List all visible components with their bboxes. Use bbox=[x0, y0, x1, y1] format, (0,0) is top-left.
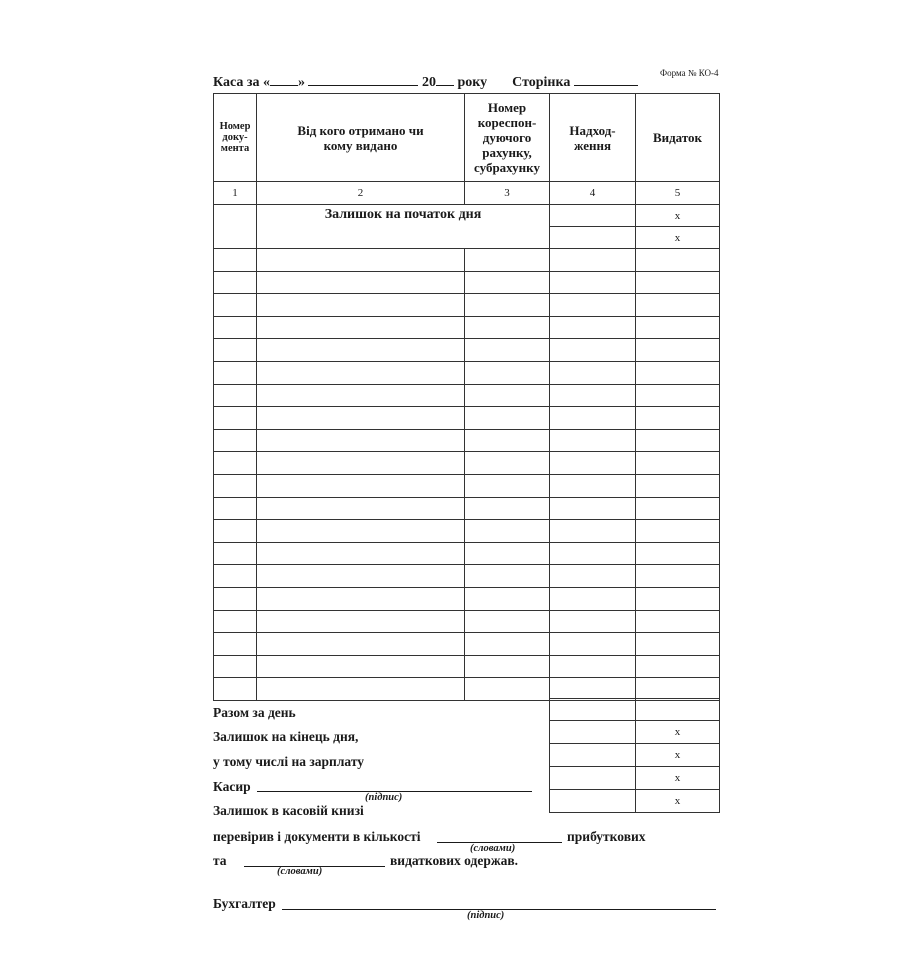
table-cell[interactable] bbox=[550, 474, 636, 497]
table-cell[interactable] bbox=[465, 294, 550, 317]
table-cell[interactable] bbox=[636, 678, 720, 701]
table-cell[interactable] bbox=[465, 633, 550, 656]
opening-income-cell[interactable] bbox=[550, 205, 636, 227]
cashier-income-cell[interactable] bbox=[550, 767, 636, 790]
table-cell[interactable] bbox=[465, 249, 550, 272]
table-cell[interactable] bbox=[465, 271, 550, 294]
table-cell[interactable] bbox=[550, 610, 636, 633]
book-income-cell[interactable] bbox=[550, 790, 636, 813]
table-cell[interactable] bbox=[257, 633, 465, 656]
total-day-label: Разом за день bbox=[213, 705, 296, 720]
col-number-2: 2 bbox=[257, 182, 465, 205]
table-cell[interactable] bbox=[465, 542, 550, 565]
table-cell[interactable] bbox=[636, 452, 720, 475]
table-cell[interactable] bbox=[465, 565, 550, 588]
col-number-5: 5 bbox=[636, 182, 720, 205]
totals-table bbox=[549, 698, 720, 813]
income-words-hint: (словами) bbox=[470, 843, 516, 854]
table-cell[interactable] bbox=[257, 474, 465, 497]
table-cell[interactable] bbox=[257, 339, 465, 362]
table-cell[interactable] bbox=[214, 249, 257, 272]
table-cell[interactable] bbox=[257, 316, 465, 339]
cashbook-balance-label: Залишок в касовій книзі bbox=[213, 803, 364, 818]
table-cell[interactable] bbox=[550, 587, 636, 610]
table-cell[interactable] bbox=[465, 429, 550, 452]
table-cell[interactable] bbox=[214, 452, 257, 475]
table-cell[interactable] bbox=[550, 678, 636, 701]
month-blank[interactable] bbox=[308, 73, 418, 86]
table-cell[interactable] bbox=[636, 339, 720, 362]
closing-income-cell[interactable] bbox=[550, 721, 636, 744]
table-row bbox=[214, 407, 720, 430]
table-cell[interactable] bbox=[550, 452, 636, 475]
table-row bbox=[214, 633, 720, 656]
salary-x: х bbox=[636, 744, 720, 767]
table-cell[interactable] bbox=[214, 294, 257, 317]
table-cell[interactable] bbox=[465, 655, 550, 678]
income-word: прибуткових bbox=[567, 829, 646, 844]
col-account: Номер кореспон- дуючого рахунку, субрахунку bbox=[465, 94, 550, 182]
table-cell[interactable] bbox=[465, 474, 550, 497]
table-cell[interactable] bbox=[257, 587, 465, 610]
expense-received-label: видаткових одержав. bbox=[390, 853, 519, 868]
table-cell[interactable] bbox=[550, 271, 636, 294]
entry-rows bbox=[214, 249, 720, 701]
col-number-1: 1 bbox=[214, 182, 257, 205]
table-cell[interactable] bbox=[214, 271, 257, 294]
table-cell[interactable] bbox=[465, 520, 550, 543]
book-row bbox=[550, 790, 720, 813]
table-row bbox=[214, 587, 720, 610]
closing-row bbox=[550, 721, 720, 744]
table-cell[interactable] bbox=[465, 407, 550, 430]
table-cell[interactable] bbox=[550, 429, 636, 452]
year-blank[interactable] bbox=[436, 73, 454, 86]
table-cell[interactable] bbox=[214, 610, 257, 633]
table-cell[interactable] bbox=[636, 271, 720, 294]
table-cell[interactable] bbox=[257, 429, 465, 452]
table-cell[interactable] bbox=[636, 361, 720, 384]
table-row bbox=[214, 384, 720, 407]
cash-table bbox=[213, 93, 720, 701]
table-cell[interactable] bbox=[214, 542, 257, 565]
accountant-label: Бухгалтер bbox=[213, 896, 276, 911]
table-row bbox=[214, 497, 720, 520]
table-cell[interactable] bbox=[550, 633, 636, 656]
table-cell[interactable] bbox=[550, 294, 636, 317]
day-blank[interactable] bbox=[270, 73, 298, 86]
table-cell[interactable] bbox=[465, 452, 550, 475]
table-cell[interactable] bbox=[214, 565, 257, 588]
table-row bbox=[214, 655, 720, 678]
table-cell[interactable] bbox=[214, 678, 257, 701]
accountant-signature-hint: (підпис) bbox=[467, 910, 505, 921]
closing-balance-label: Залишок на кінець дня, bbox=[213, 729, 359, 744]
salary-income-cell[interactable] bbox=[550, 744, 636, 767]
table-row bbox=[214, 361, 720, 384]
table-cell[interactable] bbox=[636, 474, 720, 497]
page-blank[interactable] bbox=[574, 73, 638, 86]
table-cell[interactable] bbox=[636, 610, 720, 633]
total-income-cell[interactable] bbox=[550, 699, 636, 721]
table-cell[interactable] bbox=[550, 407, 636, 430]
table-row bbox=[214, 610, 720, 633]
table-cell[interactable] bbox=[257, 678, 465, 701]
total-expense-cell[interactable] bbox=[636, 699, 720, 721]
kasa-prefix: Каса за « bbox=[213, 75, 270, 90]
salary-row bbox=[550, 744, 720, 767]
column-numbers-row bbox=[214, 182, 720, 205]
kasa-quote-close: » bbox=[297, 75, 305, 90]
cashier-signature-hint: (підпис) bbox=[365, 792, 403, 803]
year-suffix: року bbox=[457, 75, 488, 90]
closing-x: х bbox=[636, 721, 720, 744]
col-doc-number: Номер доку- мента bbox=[214, 94, 257, 182]
table-cell[interactable] bbox=[257, 497, 465, 520]
table-cell[interactable] bbox=[465, 678, 550, 701]
table-cell[interactable] bbox=[636, 294, 720, 317]
table-cell[interactable] bbox=[257, 542, 465, 565]
incl-salary-label: у тому числі на зарплату bbox=[213, 754, 365, 769]
expense-words-hint: (словами) bbox=[277, 866, 323, 877]
table-cell[interactable] bbox=[257, 361, 465, 384]
header-row bbox=[214, 94, 720, 182]
table-cell[interactable] bbox=[465, 316, 550, 339]
table-cell[interactable] bbox=[214, 384, 257, 407]
table-cell[interactable] bbox=[636, 249, 720, 272]
table-cell[interactable] bbox=[465, 497, 550, 520]
opening-balance-label: Залишок на початок дня bbox=[257, 205, 550, 249]
opening-income-cell-2[interactable] bbox=[550, 227, 636, 249]
table-cell[interactable] bbox=[550, 339, 636, 362]
table-cell[interactable] bbox=[214, 474, 257, 497]
table-cell[interactable] bbox=[214, 655, 257, 678]
table-cell[interactable] bbox=[214, 429, 257, 452]
table-cell[interactable] bbox=[214, 339, 257, 362]
table-cell[interactable] bbox=[550, 520, 636, 543]
table-cell[interactable] bbox=[636, 407, 720, 430]
table-row bbox=[214, 294, 720, 317]
table-cell[interactable] bbox=[257, 384, 465, 407]
table-cell[interactable] bbox=[257, 565, 465, 588]
table-cell[interactable] bbox=[550, 361, 636, 384]
checked-docs-label: перевірив і документи в кількості bbox=[213, 829, 421, 844]
table-cell[interactable] bbox=[550, 565, 636, 588]
table-cell[interactable] bbox=[636, 655, 720, 678]
and-word: та bbox=[213, 853, 227, 868]
table-row bbox=[214, 339, 720, 362]
table-cell[interactable] bbox=[465, 610, 550, 633]
opening-empty-cell bbox=[214, 205, 257, 249]
table-cell[interactable] bbox=[636, 587, 720, 610]
table-row bbox=[214, 452, 720, 475]
table-cell[interactable] bbox=[550, 249, 636, 272]
table-cell[interactable] bbox=[214, 587, 257, 610]
table-cell[interactable] bbox=[636, 316, 720, 339]
table-cell[interactable] bbox=[465, 384, 550, 407]
table-cell[interactable] bbox=[214, 316, 257, 339]
form-code: Форма № КО-4 bbox=[660, 68, 719, 78]
table-cell[interactable] bbox=[257, 655, 465, 678]
col-income: Надход- ження bbox=[550, 94, 636, 182]
table-row bbox=[214, 565, 720, 588]
cashier-label: Касир bbox=[213, 779, 251, 794]
table-cell[interactable] bbox=[214, 361, 257, 384]
year-prefix: 20 bbox=[421, 75, 436, 90]
table-cell[interactable] bbox=[257, 452, 465, 475]
table-row bbox=[214, 429, 720, 452]
table-cell[interactable] bbox=[636, 384, 720, 407]
table-row bbox=[214, 249, 720, 272]
col-expense: Видаток bbox=[636, 94, 720, 182]
page-label: Сторінка bbox=[512, 75, 571, 90]
table-cell[interactable] bbox=[636, 520, 720, 543]
table-cell[interactable] bbox=[257, 271, 465, 294]
table-cell[interactable] bbox=[636, 429, 720, 452]
table-cell[interactable] bbox=[550, 497, 636, 520]
table-row bbox=[214, 316, 720, 339]
table-cell[interactable] bbox=[214, 520, 257, 543]
table-row bbox=[214, 474, 720, 497]
table-cell[interactable] bbox=[636, 542, 720, 565]
cash-header bbox=[213, 73, 638, 91]
table-row bbox=[214, 678, 720, 701]
table-row bbox=[214, 542, 720, 565]
col-number-3: 3 bbox=[465, 182, 550, 205]
table-cell[interactable] bbox=[550, 316, 636, 339]
table-cell[interactable] bbox=[257, 294, 465, 317]
table-cell[interactable] bbox=[214, 407, 257, 430]
opening-x-1: х bbox=[636, 205, 720, 227]
table-cell[interactable] bbox=[214, 633, 257, 656]
book-x: х bbox=[636, 790, 720, 813]
table-cell[interactable] bbox=[257, 520, 465, 543]
table-row bbox=[214, 520, 720, 543]
table-cell[interactable] bbox=[257, 407, 465, 430]
table-cell[interactable] bbox=[465, 587, 550, 610]
opening-x-2: х bbox=[636, 227, 720, 249]
col-counterparty: Від кого отримано чи кому видано bbox=[257, 94, 465, 182]
table-cell[interactable] bbox=[636, 497, 720, 520]
total-day-row bbox=[550, 699, 720, 721]
table-cell[interactable] bbox=[465, 361, 550, 384]
table-cell[interactable] bbox=[550, 655, 636, 678]
table-cell[interactable] bbox=[636, 633, 720, 656]
opening-balance-row bbox=[214, 205, 720, 227]
table-cell[interactable] bbox=[550, 384, 636, 407]
col-number-4: 4 bbox=[550, 182, 636, 205]
cashier-x: х bbox=[636, 767, 720, 790]
cashier-row bbox=[550, 767, 720, 790]
table-row bbox=[214, 271, 720, 294]
table-cell[interactable] bbox=[214, 497, 257, 520]
table-cell[interactable] bbox=[257, 249, 465, 272]
table-cell[interactable] bbox=[465, 339, 550, 362]
table-cell[interactable] bbox=[550, 542, 636, 565]
table-cell[interactable] bbox=[636, 565, 720, 588]
table-cell[interactable] bbox=[257, 610, 465, 633]
